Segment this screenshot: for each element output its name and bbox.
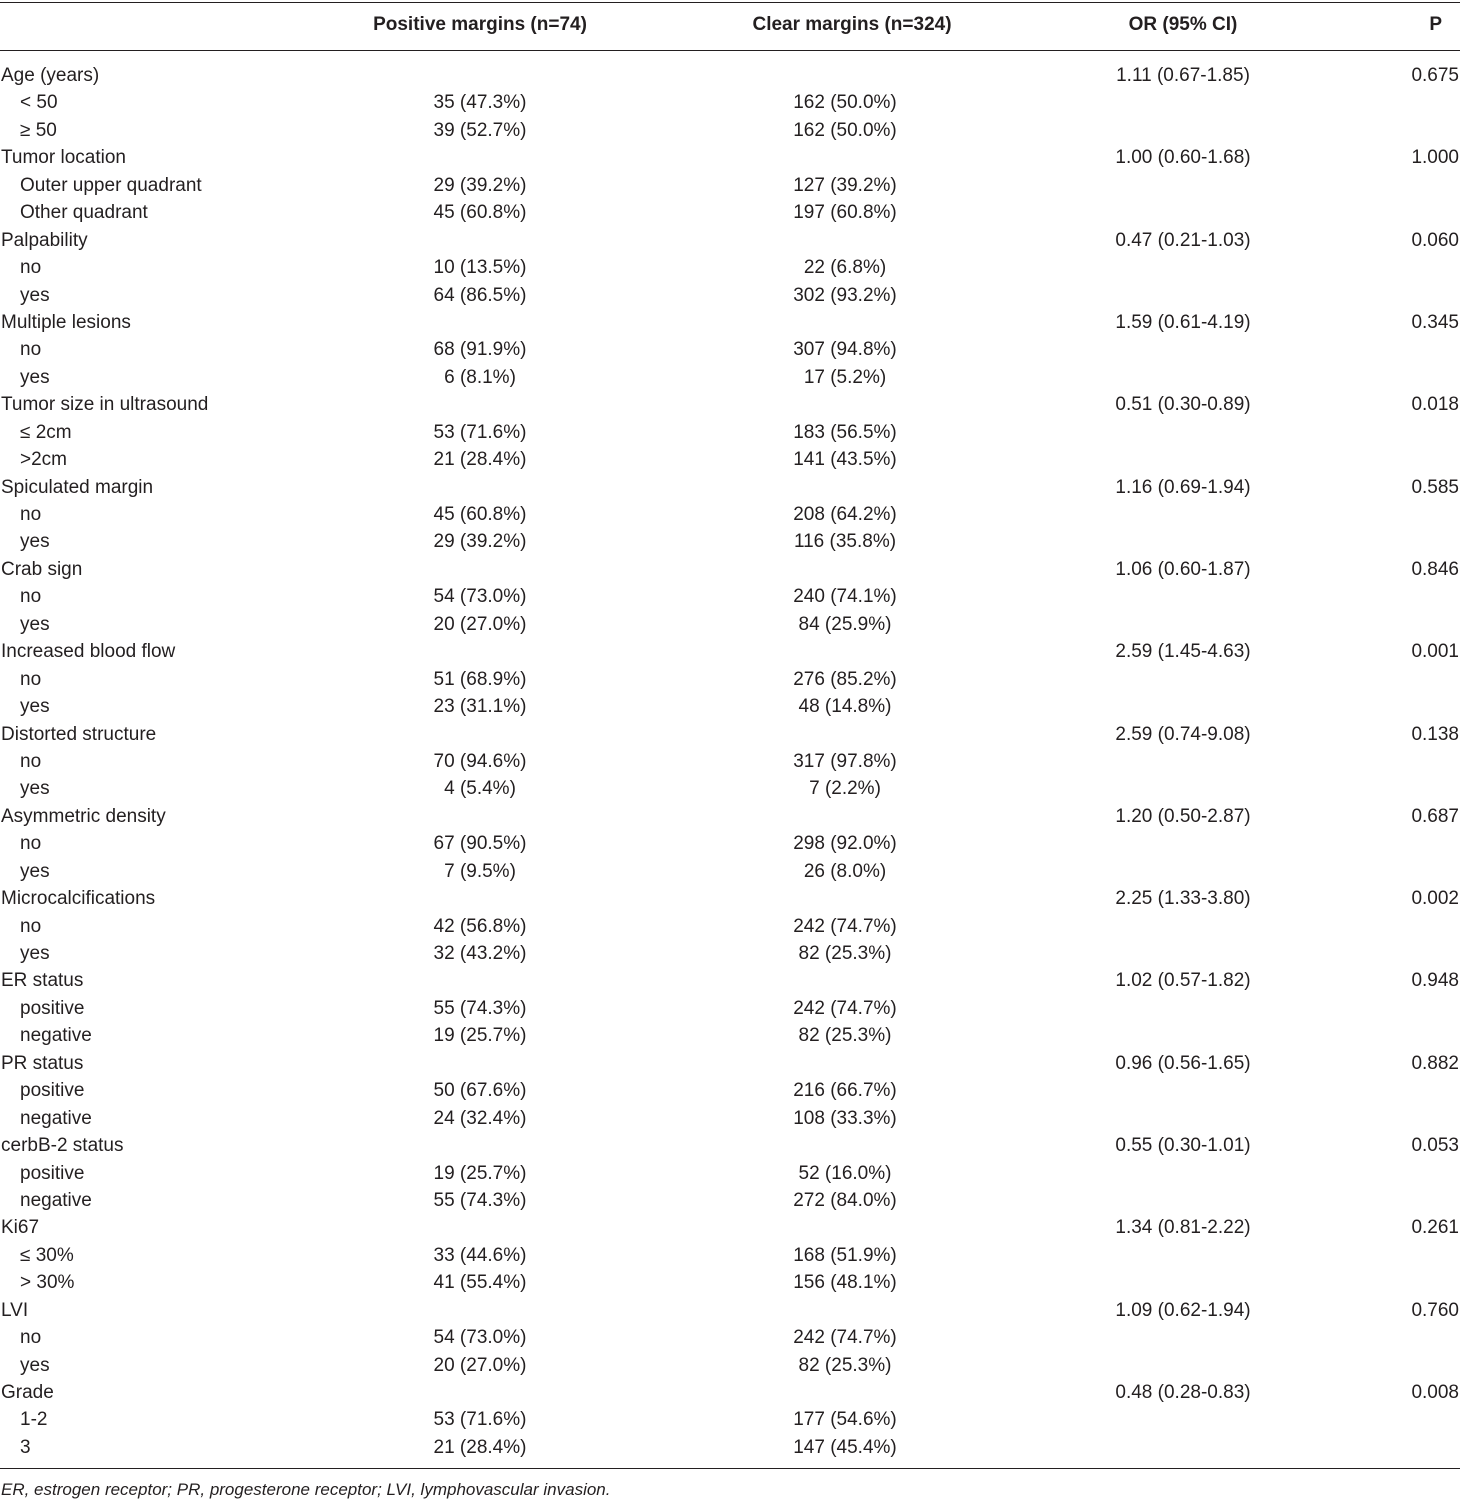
header-odds-ratio: OR (95% CI)	[1128, 14, 1238, 35]
subcategory-label: positive	[20, 997, 85, 1019]
subcategory-label: positive	[20, 1162, 85, 1184]
positive-margins-value: 53 (71.6%)	[433, 1409, 527, 1431]
table-row-variable	[0, 721, 1460, 748]
table-body	[0, 62, 1460, 1461]
variable-label: LVI	[1, 1299, 29, 1321]
positive-margins-value: 35 (47.3%)	[433, 92, 527, 114]
positive-margins-value: 45 (60.8%)	[433, 202, 527, 224]
clear-margins-value: 208 (64.2%)	[793, 504, 897, 525]
odds-ratio-value: 1.06 (0.60-1.87)	[1115, 558, 1251, 580]
table-row-variable	[0, 638, 1460, 665]
positive-margins-value: 24 (32.4%)	[433, 1107, 527, 1129]
variable-label: PR status	[1, 1052, 84, 1074]
clear-margins-value: 307 (94.8%)	[793, 339, 897, 361]
table-row-variable	[0, 309, 1460, 336]
odds-ratio-value: 1.00 (0.60-1.68)	[1115, 147, 1251, 169]
table-row-variable	[0, 227, 1460, 254]
positive-margins-value: 53 (71.6%)	[433, 421, 527, 443]
table-row-variable	[0, 1379, 1460, 1406]
subcategory-label: yes	[20, 284, 50, 306]
subcategory-label: >2cm	[20, 449, 67, 471]
odds-ratio-value: 1.16 (0.69-1.94)	[1115, 476, 1251, 498]
odds-ratio-value: 1.20 (0.50-2.87)	[1115, 805, 1251, 827]
clear-margins-value: 242 (74.7%)	[793, 1327, 897, 1349]
odds-ratio-value: 0.47 (0.21-1.03)	[1115, 229, 1251, 251]
table-row-variable	[0, 967, 1460, 994]
positive-margins-value: 55 (74.3%)	[433, 997, 527, 1019]
clear-margins-value: 7 (2.2%)	[809, 778, 881, 800]
subcategory-label: no	[20, 750, 42, 772]
table-row-subcategory	[0, 282, 1460, 309]
clear-margins-value: 298 (92.0%)	[793, 833, 897, 855]
subcategory-label: yes	[20, 1354, 50, 1376]
table-row-subcategory	[0, 611, 1460, 638]
table-row-subcategory	[0, 528, 1460, 555]
variable-label: Tumor location	[1, 147, 126, 169]
table-row-subcategory	[0, 1160, 1460, 1187]
positive-margins-value: 70 (94.6%)	[433, 750, 527, 772]
clear-margins-value: 240 (74.1%)	[793, 586, 897, 608]
positive-margins-value: 51 (68.9%)	[433, 668, 527, 690]
odds-ratio-value: 1.34 (0.81-2.22)	[1115, 1217, 1251, 1239]
variable-label: Age (years)	[1, 65, 100, 86]
top-rule	[0, 2, 1460, 3]
table-row-subcategory	[0, 501, 1460, 528]
positive-margins-value: 45 (60.8%)	[433, 504, 527, 525]
positive-margins-value: 54 (73.0%)	[433, 1327, 527, 1349]
clear-margins-value: 127 (39.2%)	[793, 174, 897, 196]
subcategory-label: yes	[20, 613, 50, 635]
table-row-variable	[0, 1297, 1460, 1324]
variable-label: Tumor size in ultrasound	[1, 394, 209, 416]
subcategory-label: no	[20, 257, 42, 279]
table-row-subcategory	[0, 336, 1460, 363]
table-row-subcategory	[0, 858, 1460, 885]
variable-label: Increased blood flow	[1, 641, 176, 663]
table-row-subcategory	[0, 89, 1460, 116]
table-row-subcategory	[0, 940, 1460, 967]
clear-margins-value: 162 (50.0%)	[793, 119, 897, 141]
clear-margins-value: 177 (54.6%)	[793, 1409, 897, 1431]
odds-ratio-value: 1.59 (0.61-4.19)	[1115, 311, 1251, 333]
clear-margins-value: 108 (33.3%)	[793, 1107, 897, 1129]
clear-margins-value: 168 (51.9%)	[793, 1244, 897, 1266]
table-row-variable	[0, 62, 1460, 89]
table-row-subcategory	[0, 1269, 1460, 1296]
table-row-subcategory	[0, 364, 1460, 391]
table-row-subcategory	[0, 172, 1460, 199]
clear-margins-value: 82 (25.3%)	[798, 1025, 892, 1047]
positive-margins-value: 32 (43.2%)	[433, 943, 527, 964]
clear-margins-value: 162 (50.0%)	[793, 92, 897, 114]
header-p-value: P	[1429, 14, 1442, 35]
clear-margins-value: 22 (6.8%)	[803, 257, 887, 279]
subcategory-label: yes	[20, 366, 50, 388]
subcategory-label: 1-2	[20, 1409, 48, 1431]
p-value: 0.345	[1411, 311, 1459, 333]
subcategory-label: negative	[20, 1107, 92, 1129]
subcategory-label: no	[20, 833, 42, 855]
subcategory-label: negative	[20, 1025, 92, 1047]
positive-margins-value: 68 (91.9%)	[433, 339, 527, 361]
subcategory-label: yes	[20, 531, 50, 553]
p-value: 0.001	[1411, 641, 1459, 663]
p-value: 0.261	[1411, 1217, 1459, 1239]
clear-margins-value: 242 (74.7%)	[793, 997, 897, 1019]
subcategory-label: ≤ 30%	[20, 1244, 74, 1266]
header-positive-margins: Positive margins (n=74)	[373, 14, 587, 35]
clear-margins-value: 216 (66.7%)	[793, 1080, 897, 1102]
variable-label: Multiple lesions	[1, 311, 131, 333]
header-clear-margins: Clear margins (n=324)	[752, 14, 952, 35]
positive-margins-value: 21 (28.4%)	[433, 449, 527, 471]
clear-margins-value: 272 (84.0%)	[793, 1189, 897, 1211]
subcategory-label: ≥ 50	[20, 119, 57, 141]
table-row-subcategory	[0, 1022, 1460, 1049]
variable-label: ER status	[1, 970, 84, 992]
odds-ratio-value: 1.11 (0.67-1.85)	[1116, 65, 1250, 86]
positive-margins-value: 64 (86.5%)	[433, 284, 527, 306]
positive-margins-value: 67 (90.5%)	[433, 833, 527, 855]
odds-ratio-value: 2.25 (1.33-3.80)	[1115, 888, 1251, 910]
positive-margins-value: 4 (5.4%)	[444, 778, 516, 800]
subcategory-label: no	[20, 668, 42, 690]
table-row-subcategory	[0, 419, 1460, 446]
subcategory-label: positive	[20, 1080, 85, 1102]
subcategory-label: ≤ 2cm	[20, 421, 72, 443]
table-row-subcategory	[0, 1242, 1460, 1269]
p-value: 0.008	[1411, 1382, 1459, 1403]
positive-margins-value: 54 (73.0%)	[433, 586, 527, 608]
table-row-subcategory	[0, 1352, 1460, 1379]
odds-ratio-value: 1.02 (0.57-1.82)	[1115, 970, 1251, 992]
odds-ratio-value: 0.55 (0.30-1.01)	[1115, 1135, 1251, 1157]
positive-margins-value: 42 (56.8%)	[433, 915, 527, 937]
header-rule	[0, 50, 1460, 51]
positive-margins-value: 19 (25.7%)	[433, 1025, 527, 1047]
clear-margins-value: 116 (35.8%)	[793, 531, 897, 553]
p-value: 0.846	[1411, 558, 1459, 580]
table-row-variable	[0, 803, 1460, 830]
odds-ratio-value: 0.48 (0.28-0.83)	[1115, 1382, 1251, 1403]
odds-ratio-value: 0.51 (0.30-0.89)	[1115, 394, 1251, 416]
table-row-variable	[0, 1132, 1460, 1159]
variable-label: Spiculated margin	[1, 476, 154, 498]
positive-margins-value: 33 (44.6%)	[433, 1244, 527, 1266]
table-row-subcategory	[0, 775, 1460, 802]
table-row-variable	[0, 556, 1460, 583]
positive-margins-value: 10 (13.5%)	[433, 257, 527, 279]
p-value: 0.002	[1411, 888, 1459, 910]
variable-label: Asymmetric density	[1, 805, 166, 827]
table-row-subcategory	[0, 117, 1460, 144]
subcategory-label: no	[20, 586, 42, 608]
clear-margins-value: 242 (74.7%)	[793, 915, 897, 937]
table-row-subcategory	[0, 1434, 1460, 1461]
clear-margins-value: 141 (43.5%)	[793, 449, 897, 471]
positive-margins-value: 20 (27.0%)	[433, 1354, 527, 1376]
clear-margins-value: 302 (93.2%)	[793, 284, 897, 306]
subcategory-label: 3	[20, 1436, 31, 1458]
clear-margins-value: 276 (85.2%)	[793, 668, 897, 690]
positive-margins-value: 29 (39.2%)	[433, 531, 527, 553]
odds-ratio-value: 0.96 (0.56-1.65)	[1115, 1052, 1251, 1074]
table-row-subcategory	[0, 666, 1460, 693]
clear-margins-value: 84 (25.9%)	[798, 613, 892, 635]
table-row-variable	[0, 885, 1460, 912]
variable-label: Grade	[1, 1382, 54, 1403]
clear-margins-value: 156 (48.1%)	[793, 1272, 897, 1294]
table-row-subcategory	[0, 1187, 1460, 1214]
table-row-subcategory	[0, 254, 1460, 281]
p-value: 0.018	[1411, 394, 1459, 416]
subcategory-label: < 50	[20, 92, 58, 114]
p-value: 0.585	[1411, 476, 1459, 498]
table-row-variable	[0, 474, 1460, 501]
table-row-subcategory	[0, 199, 1460, 226]
positive-margins-value: 41 (55.4%)	[433, 1272, 527, 1294]
positive-margins-value: 19 (25.7%)	[433, 1162, 527, 1184]
subcategory-label: yes	[20, 778, 50, 800]
positive-margins-value: 50 (67.6%)	[433, 1080, 527, 1102]
subcategory-label: no	[20, 504, 42, 525]
subcategory-label: no	[20, 339, 42, 361]
table-footnote: ER, estrogen receptor; PR, progesterone receptor; LVI, lymphovascular invasion.	[1, 1480, 611, 1499]
subcategory-label: Other quadrant	[20, 202, 148, 224]
clear-margins-value: 17 (5.2%)	[803, 366, 887, 388]
subcategory-label: > 30%	[20, 1272, 75, 1294]
table-row-subcategory	[0, 995, 1460, 1022]
variable-label: Microcalcifications	[1, 888, 156, 910]
clear-margins-value: 82 (25.3%)	[798, 943, 892, 964]
table-row-subcategory	[0, 1105, 1460, 1132]
positive-margins-value: 7 (9.5%)	[444, 860, 516, 882]
subcategory-label: yes	[20, 860, 50, 882]
clear-margins-value: 317 (97.8%)	[793, 750, 897, 772]
positive-margins-value: 20 (27.0%)	[433, 613, 527, 635]
subcategory-label: no	[20, 915, 42, 937]
variable-label: Ki67	[1, 1217, 40, 1239]
table-row-subcategory	[0, 913, 1460, 940]
table-row-subcategory	[0, 1406, 1460, 1433]
clear-margins-value: 197 (60.8%)	[793, 202, 897, 224]
variable-label: Crab sign	[1, 558, 83, 580]
positive-margins-value: 29 (39.2%)	[433, 174, 527, 196]
subcategory-label: yes	[20, 943, 50, 964]
table-row-variable	[0, 144, 1460, 171]
p-value: 0.138	[1411, 723, 1459, 745]
clear-margins-value: 82 (25.3%)	[798, 1354, 892, 1376]
p-value: 0.675	[1411, 65, 1459, 86]
p-value: 0.060	[1411, 229, 1459, 251]
p-value: 0.882	[1411, 1052, 1459, 1074]
clear-margins-value: 52 (16.0%)	[798, 1162, 892, 1184]
table-row-variable	[0, 391, 1460, 418]
table-row-variable	[0, 1050, 1460, 1077]
odds-ratio-value: 1.09 (0.62-1.94)	[1115, 1299, 1251, 1321]
table-row-variable	[0, 1214, 1460, 1241]
p-value: 0.760	[1411, 1299, 1459, 1321]
table-row-subcategory	[0, 1077, 1460, 1104]
table-row-subcategory	[0, 693, 1460, 720]
table-row-subcategory	[0, 748, 1460, 775]
positive-margins-value: 21 (28.4%)	[433, 1436, 527, 1458]
odds-ratio-value: 2.59 (1.45-4.63)	[1115, 641, 1251, 663]
subcategory-label: Outer upper quadrant	[20, 174, 202, 196]
clear-margins-value: 147 (45.4%)	[793, 1436, 897, 1458]
table-row-subcategory	[0, 1324, 1460, 1351]
subcategory-label: no	[20, 1327, 42, 1349]
subcategory-label: yes	[20, 696, 50, 718]
variable-label: Palpability	[1, 229, 88, 251]
clear-margins-value: 26 (8.0%)	[803, 860, 887, 882]
variable-label: Distorted structure	[1, 723, 157, 745]
p-value: 0.053	[1411, 1135, 1459, 1157]
table-row-subcategory	[0, 830, 1460, 857]
clear-margins-value: 48 (14.8%)	[798, 696, 892, 718]
positive-margins-value: 23 (31.1%)	[433, 696, 527, 718]
positive-margins-value: 55 (74.3%)	[433, 1189, 527, 1211]
positive-margins-value: 6 (8.1%)	[444, 366, 516, 388]
table-row-subcategory	[0, 446, 1460, 473]
odds-ratio-value: 2.59 (0.74-9.08)	[1115, 723, 1251, 745]
p-value: 0.687	[1411, 805, 1459, 827]
clear-margins-value: 183 (56.5%)	[793, 421, 897, 443]
table-row-subcategory	[0, 583, 1460, 610]
positive-margins-value: 39 (52.7%)	[433, 119, 527, 141]
p-value: 1.000	[1411, 147, 1459, 169]
subcategory-label: negative	[20, 1189, 92, 1211]
bottom-rule	[0, 1468, 1460, 1469]
p-value: 0.948	[1411, 970, 1459, 992]
variable-label: cerbB-2 status	[1, 1135, 124, 1157]
